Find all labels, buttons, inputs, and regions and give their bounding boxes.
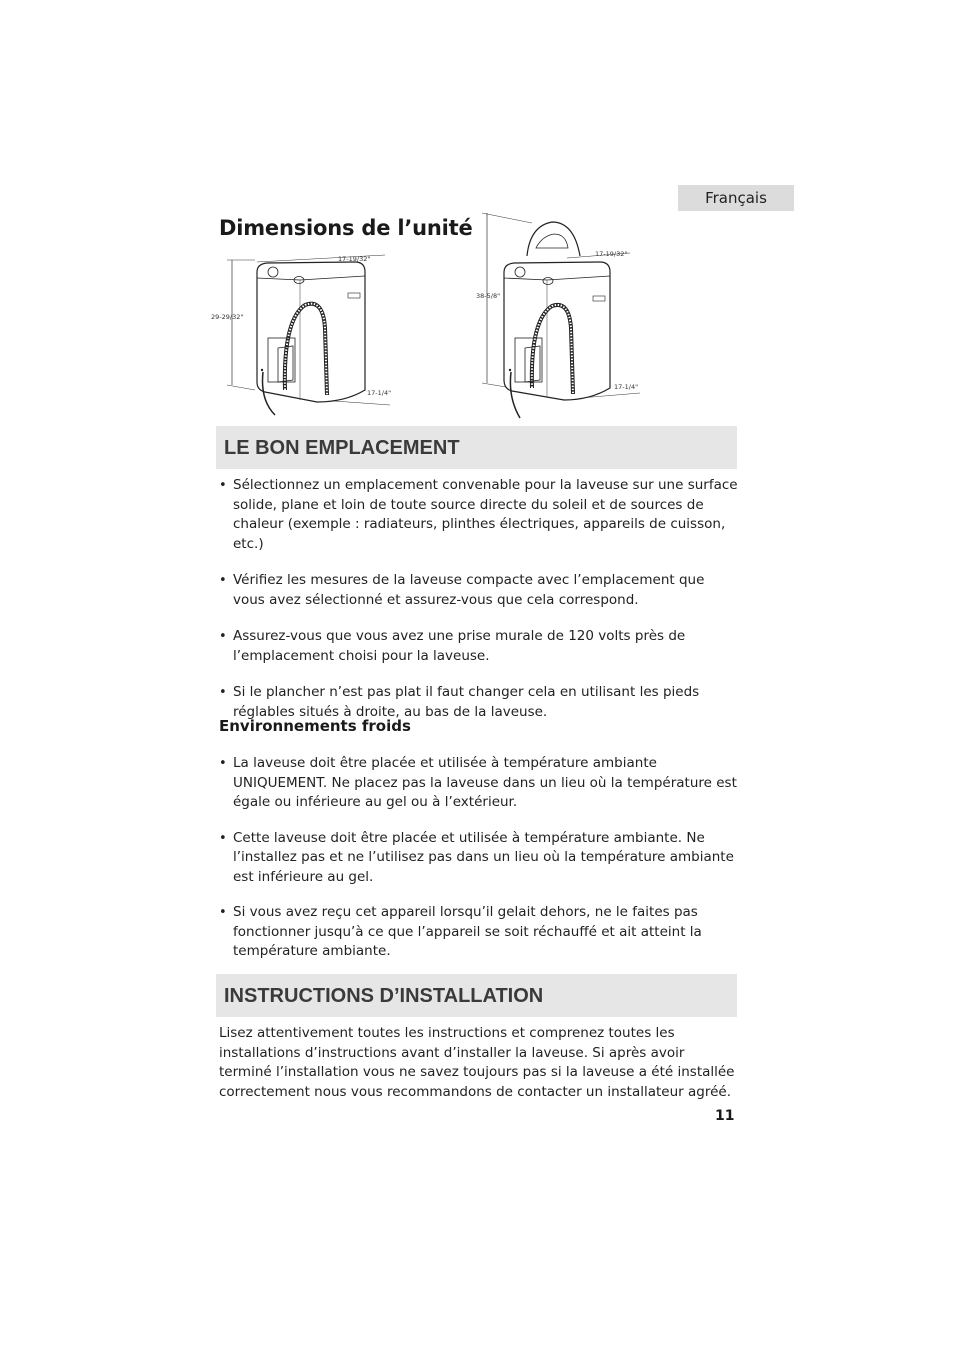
list-item: • Vérifiez les mesures de la laveuse compacte avec l’emplacement que vous avez sélectionné et assurez-vous que cela correspond. [219,571,739,610]
installation-paragraph: Lisez attentivement toutes les instructions et comprenez toutes les installations d’instructions avant d’installer la laveuse. Si après avoir terminé l’installation vous ne savez toujours pas si la laveuse a été installée correctement nous vous recommandons de contacter un installateur agréé. [219,1025,735,1100]
list-item: • La laveuse doit être placée et utilisée à température ambiante UNIQUEMENT. Ne placez pas la laveuse dans un lieu où la température est égale ou inférieure au gel ou à l’extérieur. [219,754,739,813]
list-item: • Si le plancher n’est pas plat il faut changer cela en utilisant les pieds réglables situés à droite, au bas de la laveuse. [219,683,739,722]
dimension-height-label: 29-29/32" [211,313,244,321]
list-item: • Sélectionnez un emplacement convenable pour la laveuse sur une surface solide, plane et loin de toute source directe du soleil et de sources de chaleur (exemple : radiateurs, plinthes électriques, appareils de cuisson, etc.) [219,476,739,554]
list-item: • Cette laveuse doit être placée et utilisée à température ambiante. Ne l’installez pas et ne l’utilisez pas dans un lieu où la température ambiante est inférieure au gel. [219,829,739,888]
dimension-height-label: 38-5/8" [476,292,501,300]
washer-open-illustration [472,208,647,423]
dimension-depth-label: 17-1/4" [614,383,639,391]
section-heading-installation: INSTRUCTIONS D’INSTALLATION [224,985,544,1007]
dimension-width-label: 17-19/32" [338,255,371,263]
list-item: • Assurez-vous que vous avez une prise murale de 120 volts près de l’emplacement choisi pour la laveuse. [219,627,739,666]
language-tab: Français [678,185,794,211]
dimension-depth-label: 17-1/4" [367,389,392,397]
washer-closed-illustration [205,250,400,420]
placement-list [219,476,739,739]
section-bar-installation [216,974,737,1017]
section-bar-placement [216,426,737,469]
section-heading-placement: LE BON EMPLACEMENT [224,437,460,459]
dimension-width-label: 17-19/32" [595,250,628,258]
list-item: • Si vous avez reçu cet appareil lorsqu’il gelait dehors, ne le faites pas fonctionner jusqu’à ce que l’appareil se soit réchauffé et ait atteint la température ambiante. [219,903,739,962]
cold-environments-heading: Environnements froids [219,717,411,735]
dimensions-title: Dimensions de l’unité [219,216,473,240]
page-number: 11 [715,1108,735,1124]
cold-environments-list [219,754,739,978]
